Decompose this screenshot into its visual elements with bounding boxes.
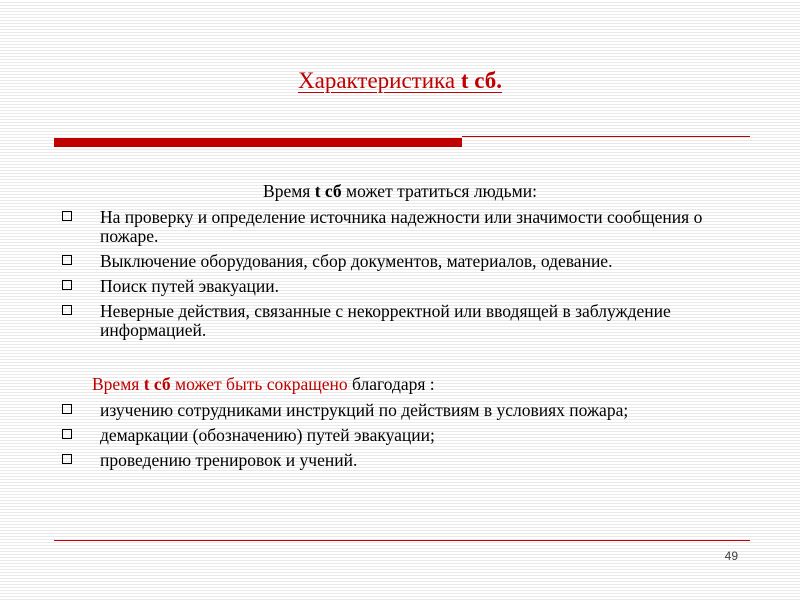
list-item: [62, 426, 742, 445]
section2-lead-symbol: t сб: [143, 374, 171, 394]
list-item-text: На проверку и определение источника надежности или значимости сообщения о пожаре.: [100, 207, 703, 246]
section1-lead-symbol: t сб: [314, 181, 342, 201]
section1-lead: [0, 181, 800, 201]
list-item-text: демаркации (обозначению) путей эвакуации;: [100, 425, 435, 445]
list-item-text: Поиск путей эвакуации.: [100, 276, 279, 296]
slide-title-text: [298, 68, 502, 93]
slide-title-word: Характеристика: [298, 68, 461, 93]
section1-lead-post: может тратиться людьми:: [341, 181, 537, 201]
checkbox-bullet-icon: [62, 255, 72, 265]
list-item-text: Неверные действия, связанные с некорректной или вводящей в заблуждение информацией.: [100, 301, 671, 340]
checkbox-bullet-icon: [62, 404, 72, 414]
list-item: [62, 451, 742, 470]
list-item: [62, 401, 742, 420]
list-item: [62, 208, 742, 246]
section2-lead: [92, 374, 435, 394]
list-item-text: проведению тренировок и учений.: [100, 450, 358, 470]
list-item-text: изучению сотрудниками инструкций по действиям в условиях пожара;: [100, 400, 629, 420]
list-item: [62, 302, 742, 340]
checkbox-bullet-icon: [62, 280, 72, 290]
section2-lead-pre: Время: [92, 374, 144, 394]
footer-divider: [54, 540, 750, 541]
checkbox-bullet-icon: [62, 429, 72, 439]
checkbox-bullet-icon: [62, 305, 72, 315]
list-item: [62, 252, 742, 271]
title-divider-thick: [54, 138, 462, 147]
section2-lead-rest: благодаря :: [352, 374, 435, 394]
section2-list: [62, 401, 742, 476]
slide-number: 49: [724, 549, 738, 563]
list-item-text: Выключение оборудования, сбор документов, материалов, одевание.: [100, 251, 613, 271]
section1-lead-pre: Время: [263, 181, 315, 201]
title-divider-thin: [462, 136, 750, 137]
section2-lead-post: может быть сокращено: [170, 374, 352, 394]
slide-title: [0, 66, 800, 96]
section1-list: [62, 208, 742, 346]
checkbox-bullet-icon: [62, 454, 72, 464]
list-item: [62, 277, 742, 296]
checkbox-bullet-icon: [62, 211, 72, 221]
slide-title-symbol: t сб.: [460, 68, 502, 93]
